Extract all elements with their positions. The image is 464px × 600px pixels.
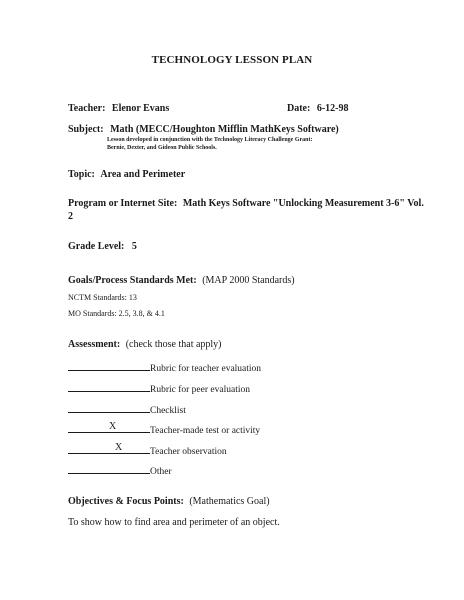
date-value: 6-12-98 — [316, 103, 349, 114]
assessment-item-label: Rubric for teacher evaluation — [150, 364, 262, 374]
program-value-1: Math Keys Software "Unlocking Measurement 3-6" Vol. — [182, 198, 424, 209]
check-blank[interactable] — [68, 444, 150, 454]
assessment-item — [68, 382, 250, 395]
date-line — [287, 103, 349, 114]
objectives-value: (Mathematics Goal) — [189, 496, 270, 507]
teacher-name: Elenor Evans — [111, 103, 170, 114]
topic-label: Topic: — [68, 169, 95, 180]
assessment-item-label: Checklist — [150, 406, 186, 416]
topic-line — [68, 169, 185, 180]
assessment-label: Assessment: — [68, 339, 121, 350]
grade-label: Grade Level: — [68, 241, 125, 252]
check-mark: X — [109, 421, 117, 432]
subject-note-1: Lesson developed in conjunction with the Technology Literacy Challenge Grant: — [107, 137, 313, 143]
date-label: Date: — [287, 103, 311, 114]
nctm-standards: NCTM Standards: 13 — [68, 293, 137, 302]
assessment-item — [68, 403, 186, 416]
teacher-label: Teacher: — [68, 103, 106, 114]
check-blank[interactable] — [68, 361, 150, 371]
assessment-item — [68, 361, 261, 374]
goals-label: Goals/Process Standards Met: — [68, 275, 197, 286]
assessment-item — [68, 464, 172, 477]
assessment-value: (check those that apply) — [125, 339, 222, 350]
objectives-line — [68, 496, 270, 507]
assessment-line — [68, 339, 222, 350]
check-blank[interactable] — [68, 423, 150, 433]
objectives-text: To show how to find area and perimeter of an object. — [68, 517, 280, 528]
subject-value: Math (MECC/Houghton Mifflin MathKeys Software) — [110, 124, 339, 135]
assessment-item-label: Other — [150, 467, 172, 477]
assessment-item — [68, 444, 227, 457]
subject-label: Subject: — [68, 124, 104, 135]
assessment-item-label: Teacher observation — [150, 447, 227, 457]
grade-line — [68, 241, 137, 252]
program-line — [68, 198, 424, 209]
assessment-item-label: Rubric for peer evaluation — [150, 385, 250, 395]
check-blank[interactable] — [68, 382, 150, 392]
grade-value: 5 — [131, 241, 137, 252]
topic-value: Area and Perimeter — [100, 169, 186, 180]
assessment-item-label: Teacher-made test or activity — [150, 426, 261, 436]
check-blank[interactable] — [68, 464, 150, 474]
program-label: Program or Internet Site: — [68, 198, 178, 209]
subject-note-2: Bernie, Dexter, and Gideon Public Schools. — [107, 145, 217, 151]
program-value-2: 2 — [68, 211, 73, 222]
check-mark: X — [115, 442, 123, 453]
assessment-item — [68, 423, 260, 436]
goals-line — [68, 275, 295, 286]
subject-line — [68, 124, 339, 135]
objectives-label: Objectives & Focus Points: — [68, 496, 184, 507]
mo-standards: MO Standards: 2.5, 3.8, & 4.1 — [68, 309, 165, 318]
goals-value: (MAP 2000 Standards) — [202, 275, 295, 286]
check-blank[interactable] — [68, 403, 150, 413]
teacher-line — [68, 103, 169, 114]
document-title: TECHNOLOGY LESSON PLAN — [151, 54, 313, 66]
